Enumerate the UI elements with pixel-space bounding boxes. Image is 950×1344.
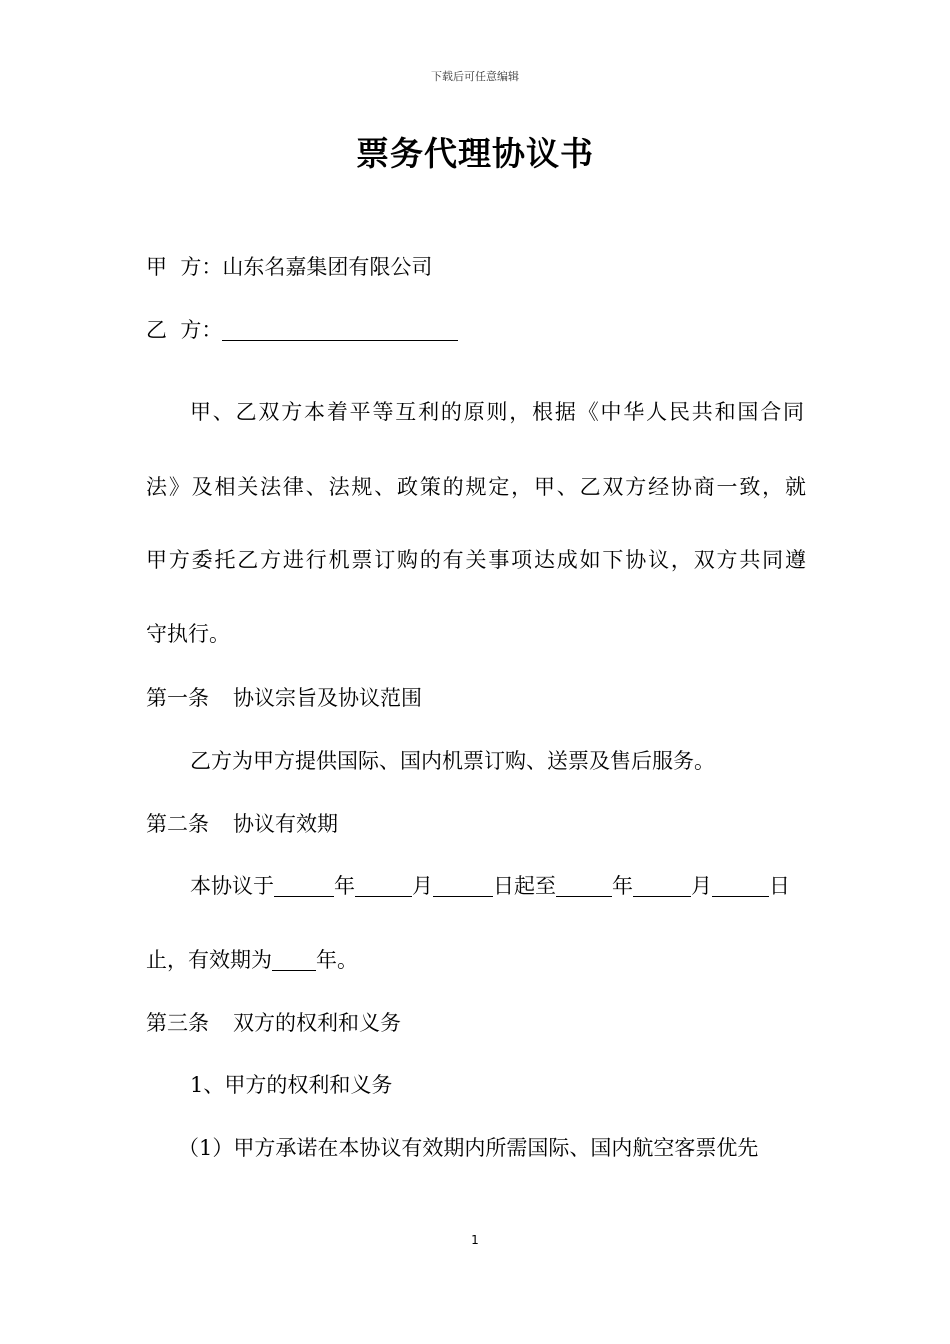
article-3-sub-1: 1、甲方的权利和义务 (190, 1073, 393, 1097)
intro-line-4: 守执行。 (146, 622, 230, 646)
blank-start-month (355, 876, 412, 897)
article-2-title: 协议有效期 (233, 812, 338, 836)
term-month-label: 月 (412, 874, 433, 898)
term-year2-label: 年 (612, 874, 633, 898)
party-a-line (146, 253, 432, 281)
party-a-label: 甲 方： (146, 255, 223, 279)
blank-end-month (633, 876, 691, 897)
article-1-title: 协议宗旨及协议范围 (233, 686, 422, 710)
party-b-line (146, 316, 458, 344)
term-text-from: 本协议于 (190, 874, 274, 898)
document-title: 票务代理协议书 (356, 134, 594, 173)
party-a-value: 山东名嘉集团有限公司 (222, 255, 433, 279)
intro-line-1: 甲、乙双方本着平等互利的原则，根据《中华人民共和国合同 (190, 400, 804, 424)
blank-duration-years (272, 950, 316, 971)
article-2-term-line (190, 872, 790, 900)
article-1-heading (146, 684, 422, 712)
article-2-heading (146, 810, 338, 838)
blank-end-year (556, 876, 612, 897)
duration-text: 止，有效期为 (146, 948, 272, 972)
party-b-blank (222, 320, 458, 341)
duration-suffix: 年。 (316, 948, 358, 972)
term-day-label: 日 (769, 874, 790, 898)
term-year-label: 年 (334, 874, 355, 898)
blank-end-day (712, 876, 769, 897)
article-3-title: 双方的权利和义务 (233, 1011, 401, 1035)
page-number: 1 (471, 1233, 479, 1247)
header-note: 下载后可任意编辑 (431, 70, 519, 83)
intro-line-2: 法》及相关法律、法规、政策的规定，甲、乙双方经协商一致，就 (146, 475, 806, 499)
term-day-from-label: 日起至 (493, 874, 556, 898)
article-3-item-1: （1）甲方承诺在本协议有效期内所需国际、国内航空客票优先 (178, 1136, 759, 1160)
blank-start-year (274, 876, 334, 897)
intro-line-3: 甲方委托乙方进行机票订购的有关事项达成如下协议，双方共同遵 (146, 548, 806, 572)
article-1-number: 第一条 (146, 686, 209, 710)
blank-start-day (433, 876, 493, 897)
party-b-label: 乙 方： (146, 318, 223, 342)
article-2-duration-line (146, 946, 358, 974)
article-1-body: 乙方为甲方提供国际、国内机票订购、送票及售后服务。 (190, 749, 715, 773)
article-3-heading (146, 1009, 401, 1037)
article-2-number: 第二条 (146, 812, 209, 836)
term-month2-label: 月 (691, 874, 712, 898)
article-3-number: 第三条 (146, 1011, 209, 1035)
